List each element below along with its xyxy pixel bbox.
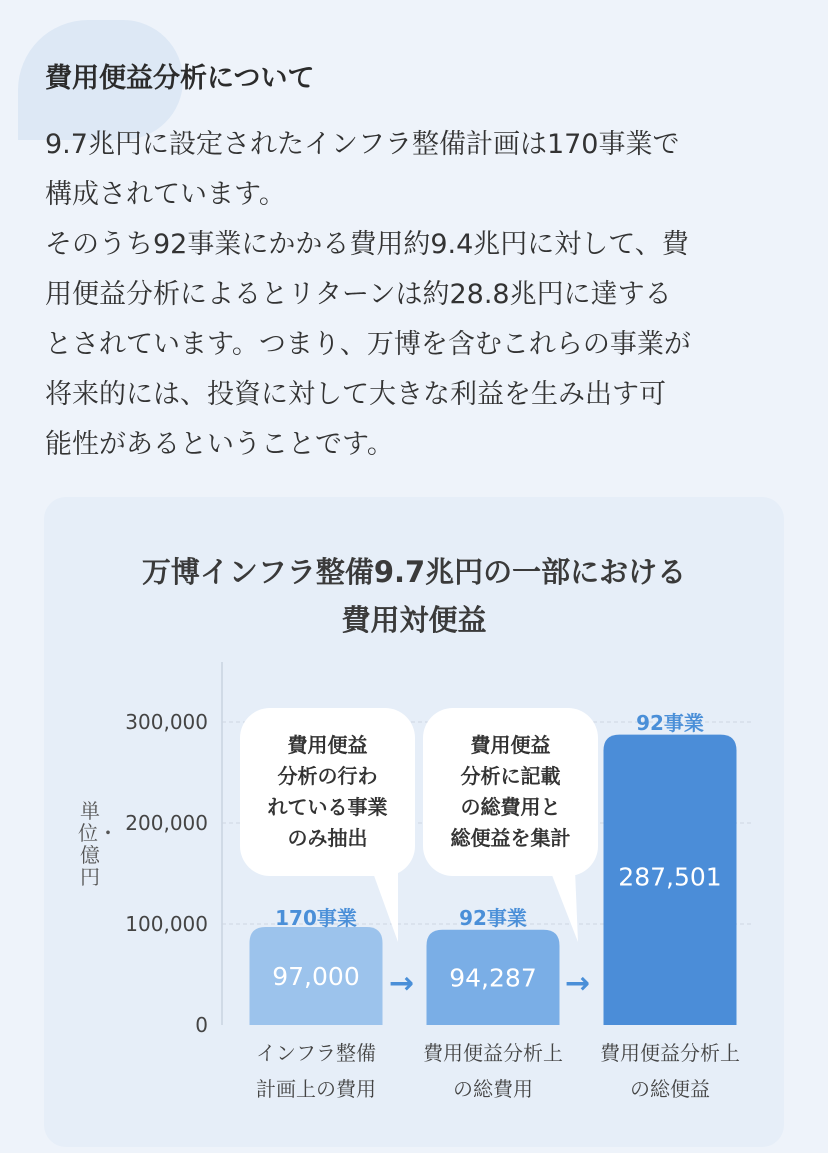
callout-line: 分析に記載 bbox=[460, 764, 561, 788]
callout-line: 総便益を集計 bbox=[450, 826, 571, 850]
x-tick-line: の総便益 bbox=[630, 1077, 710, 1101]
y-tick-label: 200,000 bbox=[125, 811, 208, 835]
callout-line: のみ抽出 bbox=[287, 826, 368, 850]
chart-title-line: 万博インフラ整備9.7兆円の一部における bbox=[141, 555, 687, 589]
callout-line: の総費用と bbox=[460, 795, 561, 819]
body-line: 能性があるということです。 bbox=[45, 429, 394, 460]
count-label: 170事業 bbox=[275, 906, 357, 930]
count-label: 92事業 bbox=[636, 711, 704, 735]
x-tick-line: インフラ整備 bbox=[256, 1041, 376, 1065]
bar-value-label: 94,287 bbox=[449, 963, 537, 993]
body-line: とされています。つまり、万博を含むこれらの事業が bbox=[45, 329, 691, 360]
y-tick-label: 0 bbox=[195, 1013, 208, 1037]
callout-line: 費用便益 bbox=[470, 733, 551, 757]
body-line: そのうち92事業にかかる費用約9.4兆円に対して、費 bbox=[45, 229, 689, 260]
callout-extract bbox=[240, 708, 415, 876]
body-line: 将来的には、投資に対して大きな利益を生み出す可 bbox=[45, 379, 666, 410]
bar-value-label: 287,501 bbox=[618, 862, 722, 892]
callout-aggregate bbox=[423, 708, 598, 876]
section-heading: 費用便益分析について bbox=[45, 63, 315, 94]
callout-line: れている事業 bbox=[267, 795, 388, 819]
x-tick-line: 計画上の費用 bbox=[256, 1077, 376, 1101]
chart-title-line: 費用対便益 bbox=[341, 603, 487, 637]
x-tick-line: の総費用 bbox=[453, 1077, 533, 1101]
body-line: 用便益分析によるとリターンは約28.8兆円に達する bbox=[45, 279, 672, 310]
x-tick-label bbox=[231, 1035, 401, 1107]
y-tick-label: 300,000 bbox=[125, 710, 208, 734]
y-axis-label: 単位・億円 bbox=[78, 799, 118, 889]
body-line: 構成されています。 bbox=[45, 179, 286, 210]
callout-line: 分析の行わ bbox=[277, 764, 378, 788]
x-tick-line: 費用便益分析上 bbox=[600, 1041, 740, 1065]
arrow-right-icon: → bbox=[565, 966, 591, 1001]
y-tick-label: 100,000 bbox=[125, 912, 208, 936]
x-tick-label bbox=[585, 1035, 755, 1107]
x-tick-label bbox=[408, 1035, 578, 1107]
arrow-right-icon: → bbox=[389, 966, 415, 1001]
bar-value-label: 97,000 bbox=[272, 962, 360, 992]
body-line: 9.7兆円に設定されたインフラ整備計画は170事業で bbox=[45, 129, 680, 160]
x-tick-line: 費用便益分析上 bbox=[423, 1041, 563, 1065]
count-label: 92事業 bbox=[459, 906, 527, 930]
callout-line: 費用便益 bbox=[287, 733, 368, 757]
